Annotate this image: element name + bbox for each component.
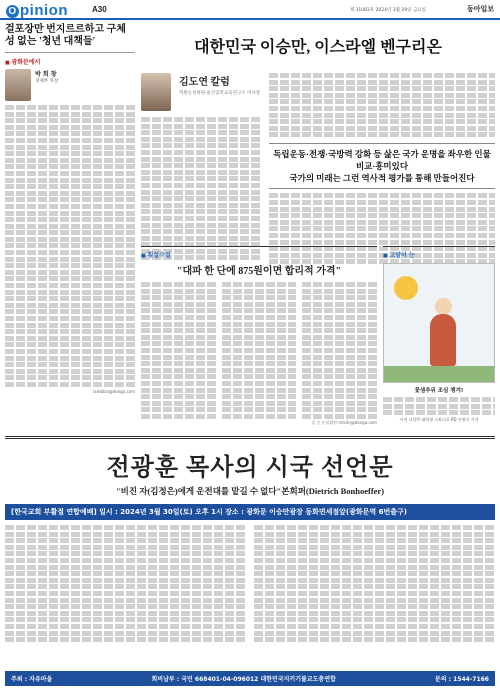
mid-body-3 bbox=[302, 282, 377, 420]
writer-box bbox=[5, 69, 135, 101]
left-column-title: 걸포장만 번지르르하고 구체성 없는 '청년 대책들' bbox=[5, 24, 126, 47]
cartoon-body bbox=[383, 397, 495, 415]
ad-body-right bbox=[254, 525, 495, 644]
cartoon-caption: 꽃샘추위 조심 챙겨! bbox=[414, 388, 464, 394]
page-number: A30 bbox=[92, 5, 107, 14]
ground bbox=[384, 366, 495, 382]
ad-body-left bbox=[5, 525, 246, 644]
main-body-2 bbox=[269, 73, 495, 137]
left-column bbox=[5, 24, 135, 424]
columnist-box bbox=[141, 73, 261, 111]
ad-footer-account: 회비납부 : 국민 668401-04-096012 대한민국지키기불교도총연합 bbox=[151, 676, 336, 683]
figure-body bbox=[430, 314, 456, 366]
cartoon-section bbox=[383, 246, 495, 431]
writer-role: 경제부 차장 bbox=[35, 79, 59, 84]
cartoon-credit: 사진 나상반 대학생 스튜디오 PD 신원건 기자 bbox=[399, 416, 479, 422]
left-column-body bbox=[5, 105, 135, 387]
sun-icon bbox=[394, 276, 418, 300]
divider bbox=[5, 52, 135, 53]
columnist-name: 김도연 칼럼 bbox=[179, 77, 230, 88]
figure-head bbox=[435, 298, 452, 315]
ad-title: 전광훈 목사의 시국 선언문 bbox=[106, 455, 394, 481]
main-body-1 bbox=[141, 117, 261, 260]
ad-footer bbox=[5, 671, 495, 686]
mid-column bbox=[141, 246, 377, 431]
issue-line: 제 31083호 2024년 3월 29일 금요일 bbox=[349, 8, 426, 13]
paper-name: 동아일보 bbox=[466, 5, 494, 13]
mid-column-title: "대파 한 단에 875원이면 합리적 가격" bbox=[176, 266, 342, 277]
section-name: pinion bbox=[20, 2, 68, 19]
opinion-o-icon: O bbox=[6, 5, 19, 18]
mid-column-tag: ■ 횡설수설 bbox=[141, 250, 377, 259]
section-logo bbox=[6, 2, 68, 19]
cartoon-photo bbox=[383, 263, 495, 383]
ad-body bbox=[5, 525, 495, 644]
main-title: 대한민국 이승만, 이스라엘 벤구리온 bbox=[194, 39, 442, 56]
ad-subtitle: "비진 자(김정은)에게 운전대를 맡길 수 없다"본회퍼(Dietrich Bonhoeffer) bbox=[115, 486, 385, 496]
masthead bbox=[0, 0, 500, 20]
columnist-portrait bbox=[141, 73, 171, 111]
main-column bbox=[141, 24, 495, 266]
pull-quote: 독립운동·전쟁·국방력 강화 등 삶은 국가 운명을 좌우한 인물 비교·흥미있다 국가의 미래는 그런 역사적 평가를 통해 만들어진다 bbox=[269, 143, 495, 189]
left-column-tag: ■ 광화문에서 bbox=[5, 57, 135, 66]
mid-body-2 bbox=[222, 282, 297, 420]
mid-body-1 bbox=[141, 282, 216, 420]
advertisement bbox=[5, 436, 495, 686]
mid-column-source: 김 중 논설위원 mikim@donga.com bbox=[311, 420, 377, 426]
ad-banner: [한국교회 부활절 연합예배] 일시 : 2024년 3월 30일(토) 오후 1시 장소 : 광화문 이승만광장 동화면세점앞(광화문역 6번출구) bbox=[5, 504, 495, 520]
writer-email[interactable]: ramblas@donga.com bbox=[92, 388, 135, 394]
cartoon-tag: ■ 고양이 눈 bbox=[383, 250, 495, 259]
ad-footer-host: 주최 : 자유마을 bbox=[11, 676, 53, 683]
ad-footer-contact[interactable]: 문의 : 1544-7166 bbox=[434, 676, 489, 683]
writer-name: 박 희 창 bbox=[35, 71, 57, 78]
columnist-role: 객원논설위원·울산공학교육연구소 이사장 bbox=[179, 91, 261, 96]
writer-portrait bbox=[5, 69, 31, 101]
